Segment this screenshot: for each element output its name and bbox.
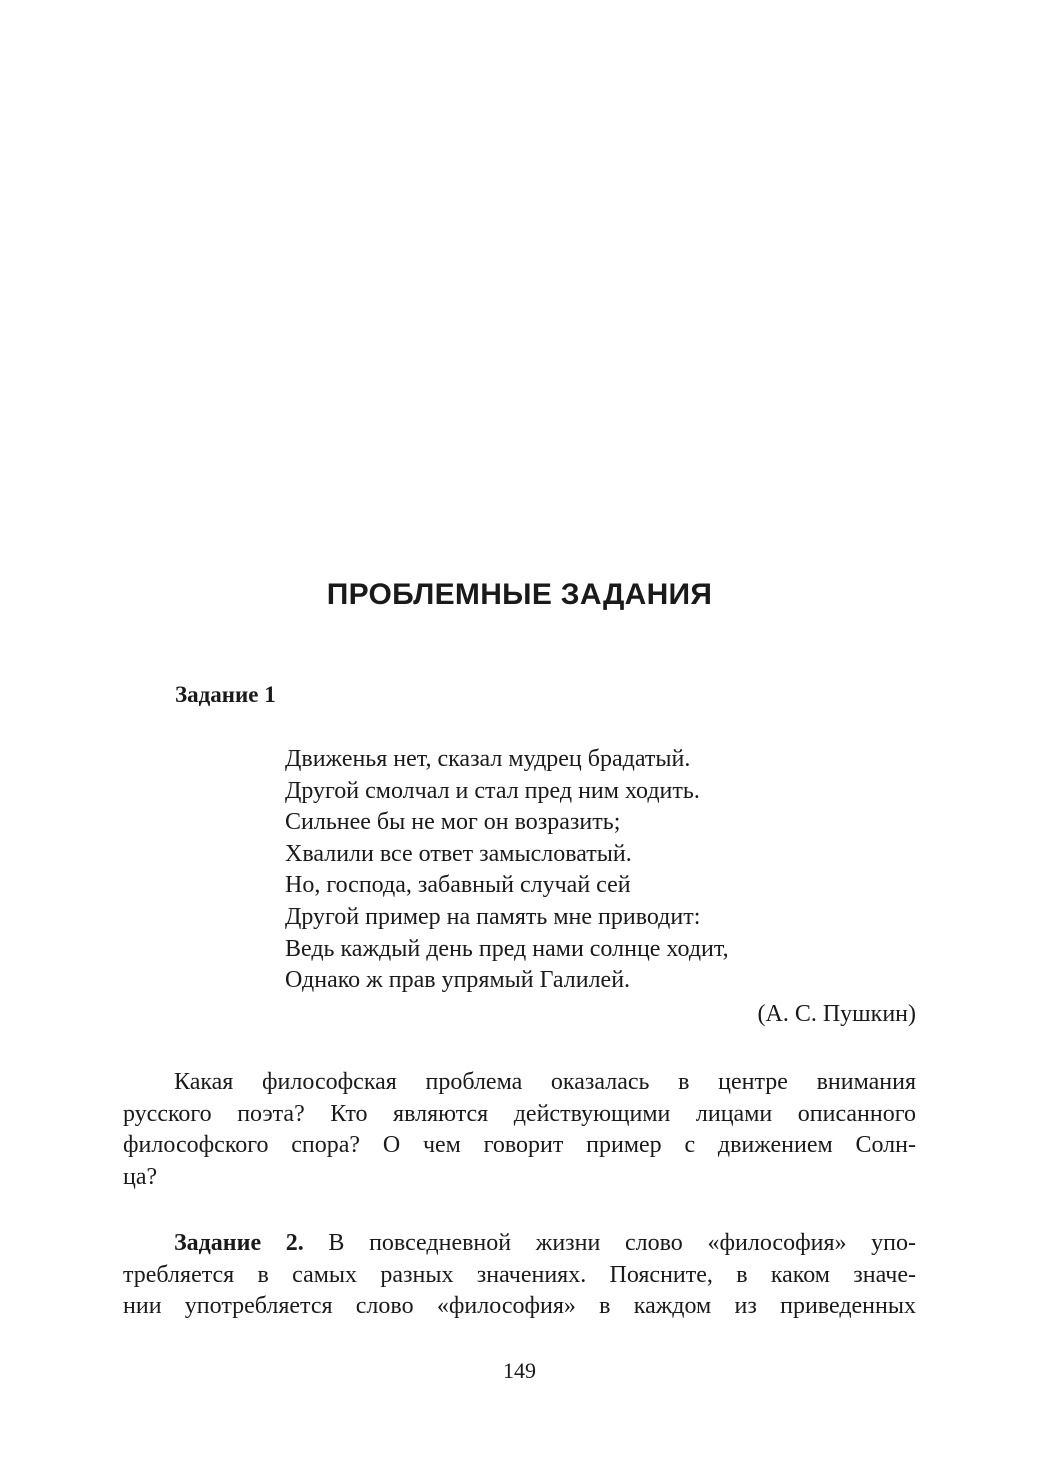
task-2-heading: Задание 2.	[174, 1230, 304, 1256]
poem-attribution: (А. С. Пушкин)	[757, 1001, 916, 1027]
page-number: 149	[503, 1358, 536, 1383]
poem-line: Хвалили все ответ замысловатый.	[285, 840, 632, 867]
task-2-line: нии употребляется слово «философия» в каждом из приведенных	[123, 1293, 916, 1320]
task-1-heading: Задание 1	[175, 682, 276, 707]
poem-line: Ведь каждый день пред нами солнце ходит,	[285, 935, 729, 962]
poem-line: Но, господа, забавный случай сей	[285, 872, 631, 899]
poem-line: Однако ж прав упрямый Галилей.	[285, 967, 631, 994]
question-line: ца?	[123, 1163, 158, 1190]
poem-line: Движенья нет, сказал мудрец брадатый.	[285, 746, 691, 772]
question-line: русского поэта? Кто являются действующими лицами описанного	[123, 1100, 916, 1127]
section-title: ПРОБЛЕМНЫЕ ЗАДАНИЯ	[326, 578, 713, 611]
task-1-question	[123, 1067, 916, 1193]
question-line: Какая философская проблема оказалась в центре внимания	[174, 1069, 916, 1095]
task-2-text: В повседневной жизни слово «философия» упо-	[303, 1230, 916, 1256]
task-2-paragraph	[123, 1228, 916, 1323]
poem-line: Другой смолчал и стал пред ним ходить.	[285, 777, 700, 804]
poem	[285, 744, 925, 997]
question-line: философского спора? О чем говорит пример с движением Солн-	[123, 1132, 916, 1159]
poem-line: Другой пример на память мне приводит:	[285, 903, 701, 930]
task-2-first-line	[123, 1228, 916, 1260]
task-2-line: требляется в самых разных значениях. Поясните, в каком значе-	[123, 1261, 916, 1288]
poem-line: Сильнее бы не мог он возразить;	[285, 809, 621, 836]
